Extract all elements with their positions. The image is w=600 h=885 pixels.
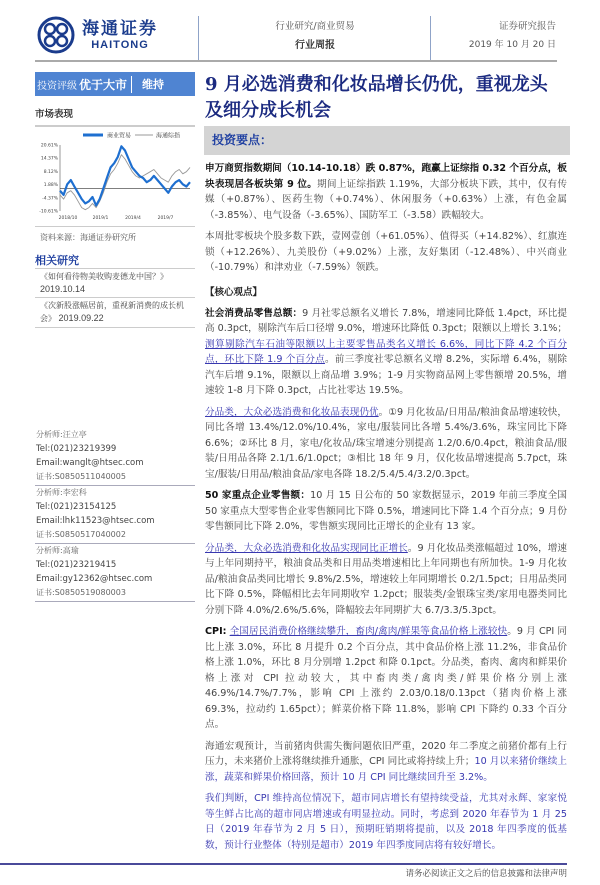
x-tick-label: 2019/1 — [92, 216, 109, 221]
text: 9 月社零总额名义增长 7.8%，增速同比降低 1.4pct，环比提高 0.3pct，剔除汽车后口径增 9.0%，增速环比降低 0.3pct；限额以上增长 3.1%； — [205, 307, 568, 334]
header-divider — [430, 16, 431, 60]
text: 本周批零板块个股多数下跌，壹网壹创（+61.05%）、值得买（+14.82%）、红旗连锁（+12.26%）、九美股份（+9.02%）上涨，友好集团（-12.48%）、中兴商业（-10.79%）和津劝业（-7.59%）领跌。 — [205, 231, 567, 273]
haitong-logo — [36, 14, 186, 56]
paragraph-judgement — [205, 791, 567, 853]
rating-change: 维持 — [142, 78, 165, 91]
header-rule — [35, 60, 557, 62]
series-line-commerce — [60, 146, 190, 205]
analyst-cert: 证书:S0850511040005 — [36, 472, 126, 481]
text: 10 月 15 日公布的 50 家数据显示，2019 年前三季度全国 50 家重点大型零售企业零售额同比下降 0.5%，增速同比下降 1.4 个百分点；9 月份零售额同比下降 2.0%，零售额实现同比正增长的企业有 13 家。 — [205, 490, 567, 532]
related-title-text[interactable]: 《次新股涨幅居前，重视新消费的成长机会》 — [40, 301, 184, 323]
analyst-card — [35, 486, 195, 544]
highlight-text: 分品类，大众必选消费和化妆品表现仍优 — [205, 406, 379, 418]
report-type: 行业周报 — [295, 40, 335, 51]
bold-lead: 社会消费品零售总额： — [205, 307, 303, 319]
rating-bar — [35, 72, 195, 96]
rating-value: 优于大市 — [79, 76, 132, 93]
highlight-text: 测算剔除汽车石油等限额以上主要零售品类名义增长 6.6%，同比下降 4.2 个百分点，环比下降 1.9 个百分点 — [205, 338, 567, 365]
analyst-list — [35, 428, 195, 602]
paragraph-categories — [205, 405, 567, 483]
text: 。①9 月化妆品/日用品/粮油食品增速较快，同比各增 13.4%/12.0%/10.4%，家电/服装同比各增 5.4%/3.6%，珠宝同比下降 6.6%；②环比 8 月，家电/化妆品/珠宝增速分别提高 1.2/0.6/0.4pct，粮油食品/服装/日用品各降 2.1/1.6/1.0pct；③相比 18 年 9 月，仅化妆品增速提高 5.7pct，珠宝/服装/日用品/粮油食品/家电各降 18.2/5.4/5.4/3.2/0.3pct。 — [205, 406, 568, 480]
analyst-tel: Tel:(021)23219399 — [36, 444, 117, 454]
y-tick-label: 8.12% — [43, 169, 58, 175]
legend-label-1: 商业贸易 — [107, 132, 132, 140]
key-points-title: 投资要点： — [212, 133, 273, 147]
analyst-email[interactable]: Email:wanglt@htsec.com — [36, 458, 144, 468]
text: 。9 月化妆品类涨幅超过 10%，增速与上年同期持平，粮油食品类和日用品类增速相比上年同期也有所加快。1-9 月化妆品/粮油食品类同比增长 9.8%/2.5%，增速较上年同期增长 0.2/1.5pct；日用品类同比下降 0.5%，降幅相比去年同期收窄 1.2pct；服装类/金银珠宝类/家用电器类同比分别下降 4.0%/2.6%/5.6%，降幅较去年同期扩大 6.7/3.3/5.3pct。 — [205, 542, 568, 616]
analyst-name: 分析师:汪立亭 — [36, 430, 87, 439]
analyst-cert: 证书:S0850519080003 — [36, 588, 126, 597]
logo-cn: 海通证券 — [82, 19, 158, 39]
footer-rule — [0, 863, 567, 865]
related-date: 2019.09.22 — [58, 313, 104, 323]
series-line-index — [60, 155, 190, 210]
main-content — [204, 72, 570, 853]
y-tick-label: 1.88% — [43, 183, 58, 189]
haitong-emblem-icon — [36, 15, 76, 55]
related-title-text[interactable]: 《如何看待物美收购麦德龙中国？》 — [40, 272, 168, 281]
highlight-text: 全国居民消费价格继续攀升，畜肉/禽肉/鲜果等食品价格上涨较快 — [229, 626, 508, 637]
key-points-header — [204, 126, 570, 155]
market-title: 市场表现 — [35, 109, 74, 120]
highlight-text: 分品类，大众必选消费和化妆品实现同比正增长 — [205, 542, 408, 554]
page-footer — [0, 863, 600, 885]
y-tick-label: -4.37% — [42, 196, 58, 202]
report-category: 行业研究/商业贸易 — [275, 21, 355, 32]
text: 我们判断，CPI 维持高位情况下，超市同店增长有望持续受益，尤其对永辉、家家悦等生鲜占比高的超市同店增速或有明显拉动。同时，考虑到 2020 年春节为 1 月 25 日（2019 年春节为 2 月 5 日），预期旺销期将提前，以及 2018 年四季度的低基数，预计行业整体（特别是超市）2019 年四季度同店将有较好增长。 — [205, 793, 567, 851]
analyst-email[interactable]: Email:lhk11523@htsec.com — [36, 516, 155, 526]
related-title: 相关研究 — [35, 254, 79, 267]
highlight-text: 10 月以来猪价继续上涨，蔬菜和鲜果价格回落，预计 10 月 CPI 同比继续回升至 3.2%。 — [205, 756, 567, 783]
analyst-cert: 证书:S0850517040002 — [36, 530, 126, 539]
related-item[interactable] — [35, 269, 195, 298]
analyst-name: 分析师:李宏科 — [36, 488, 87, 497]
text: 期间上证综指跌 1.19%，大部分板块下跌，其中，仅有传媒（+0.87%）、医药生物（+0.74%）、休闲服务（+0.63%）上涨，有色金属（-3.85%）、电气设备（-3.65%）、国防军工（-3.58）跌幅较大。 — [205, 178, 567, 221]
analyst-card — [35, 428, 195, 486]
bold-lead: CPI: — [205, 626, 227, 637]
chart-source: 资料来源：海通证券研究所 — [40, 233, 136, 242]
text: 海通宏观预计，当前猪肉供需失衡问题依旧严重，2020 年二季度之前猪价都有上行压力，未来猪价上涨将继续推升通胀，CPI 同比或将持续上升； — [205, 740, 567, 767]
text: 。9 月 CPI 同比上涨 3.0%，环比 8 月提升 0.2 个百分点，其中食品价格上涨 11.2%，非食品价格上涨 1.0%，环比 8 月分别增 1.2pct 和降 0.1pct。分品类，畜肉、禽肉和鲜果价格上涨对 CPI 拉动较大，其中畜肉类/禽肉类/鲜果价格分别上涨 46.9%/14.7%/7.7%，影响 CPI 上涨约 2.03/0.18/0.13pct（猪肉价格上涨 69.3%，拉动约 1.65pct）；鲜菜价格下降 11.8%，影响 CPI 下降约 0.33 个百分点。 — [205, 626, 567, 730]
doc-type: 证券研究报告 — [498, 21, 556, 32]
paragraph-index — [205, 161, 567, 223]
header-divider — [198, 16, 199, 60]
related-item[interactable] — [35, 298, 195, 328]
bold-lead: 申万商贸指数期间（10.14-10.18）跌 0.87%，跑赢上证综指 0.32 个百分点，板块表现居各板块第 9 位。 — [205, 163, 567, 190]
paragraph-stocks — [205, 229, 567, 276]
text: 。前三季度社零总额名义增 8.2%，实际增 6.4%，剔除汽车后增 9.1%，限额以上商品增 3.9%；1-9 月实物商品网上零售额增 20.5%，增速较 1-8 月下降 0.3pct，占比社零达 19.5%。 — [205, 354, 567, 396]
market-chart — [35, 129, 195, 224]
x-tick-label: 2019/7 — [157, 216, 174, 221]
divider — [35, 226, 195, 227]
y-tick-label: 14.37% — [40, 156, 58, 162]
analyst-tel: Tel:(021)23219415 — [36, 560, 117, 570]
header-right — [432, 20, 556, 52]
bold-lead: 50 家重点企业零售额： — [205, 490, 311, 501]
y-tick-label: -10.61% — [39, 209, 58, 215]
analyst-tel: Tel:(021)23154125 — [36, 502, 117, 512]
analyst-email[interactable]: Email:gy12362@htsec.com — [36, 574, 153, 584]
paragraph-top50 — [205, 488, 567, 535]
footer-disclaimer: 请务必阅读正文之后的信息披露和法律声明 — [405, 869, 567, 879]
core-view-title: 【核心观点】 — [205, 286, 263, 298]
divider — [35, 125, 195, 127]
y-tick-label: 20.61% — [40, 143, 58, 149]
x-tick-label: 2018/10 — [58, 216, 78, 221]
report-header — [0, 0, 600, 66]
analyst-name: 分析师:高瑜 — [36, 546, 79, 555]
paragraph-macro — [205, 739, 567, 786]
report-date: 2019 年 10 月 20 日 — [468, 40, 556, 50]
rating-label: 投资评级 — [37, 80, 77, 92]
analyst-card — [35, 544, 195, 602]
report-title: 9 月必选消费和化妆品增长仍优，重视龙头及细分成长机会 — [205, 74, 548, 121]
related-date: 2019.10.14 — [40, 284, 86, 294]
x-tick-label: 2019/4 — [125, 216, 141, 221]
paragraph-categories-2 — [205, 541, 567, 619]
legend-label-2: 海通综指 — [156, 132, 181, 140]
paragraph-retail — [205, 306, 567, 399]
logo-en: HAITONG — [91, 39, 149, 51]
header-category — [200, 20, 430, 52]
report-body — [0, 72, 600, 853]
sidebar — [35, 72, 195, 602]
paragraph-cpi — [205, 624, 567, 733]
